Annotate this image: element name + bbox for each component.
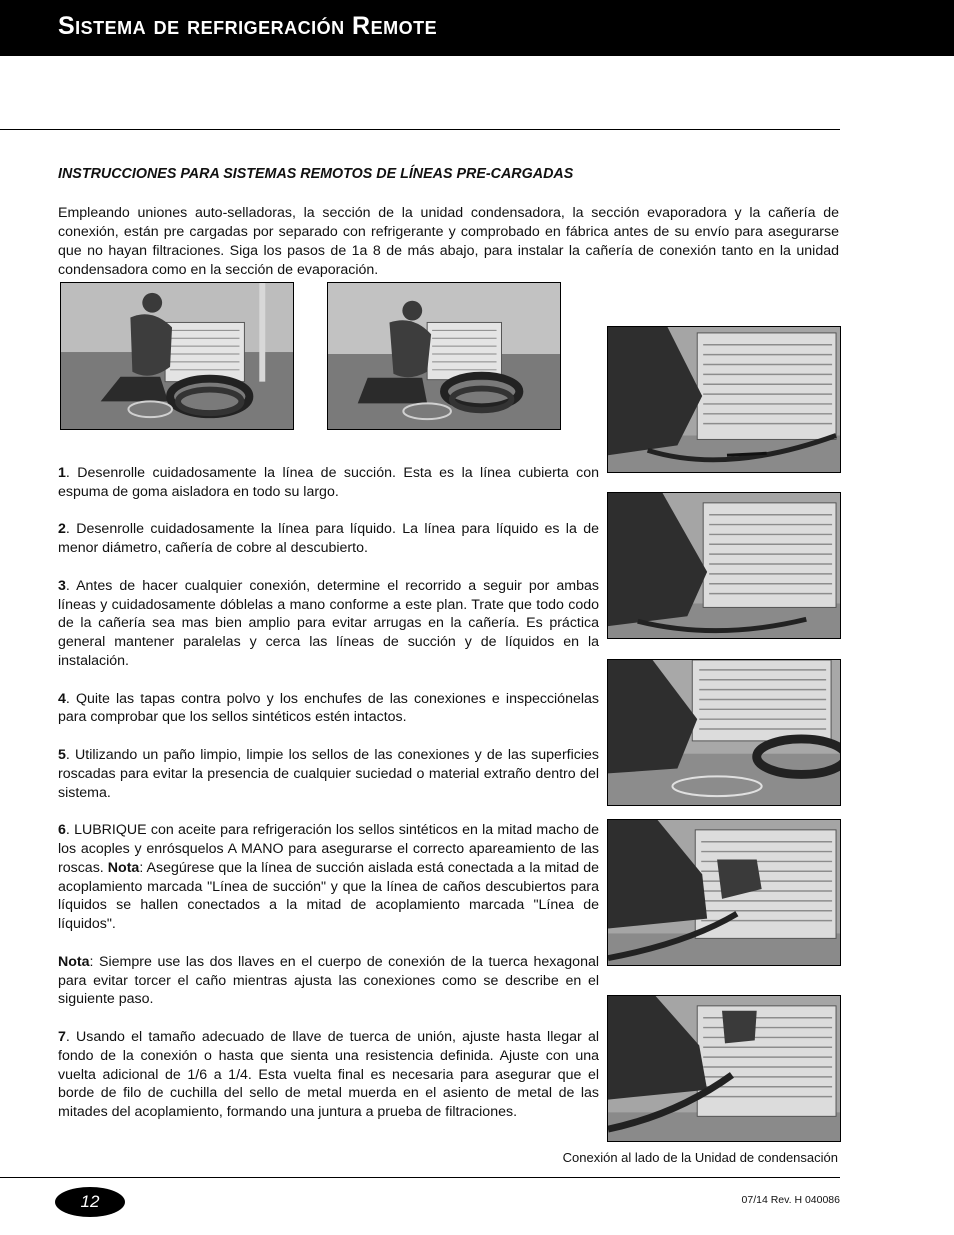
- note-text: : Asegúrese que la línea de succión aislada está conectada a la mitad de acoplamiento marcada "Línea de succión" y que la línea de caños descubiertos para líquidos se hallen conectados a la mitad de acoplamiento marcada "Línea de líquidos".: [58, 859, 599, 933]
- intro-paragraph: Empleando uniones auto-selladoras, la sección de la unidad condensadora, la sección evaporadora y la cañería de conexión, están pre cargadas por separado con refrigerante y comprobado en fábrica antes de su envío para asegurarse que no hayan filtraciones. Siga los pasos de 1a 8 de más abajo, para instalar la cañería de conexión tanto en la unidad condensadora como en la sección de evaporación.: [58, 205, 839, 278]
- photo-connection-step-3: [607, 659, 841, 806]
- step-4: [58, 690, 599, 728]
- step-text: . LUBRIQUE con aceite para refrigeración los sellos sintéticos en la mitad macho de los acoples y enrósquelos A MANO para asegurarse el correcto apareamiento de las roscas.: [58, 822, 599, 876]
- step-text: . Quite las tapas contra polvo y los enchufes de las conexiones e inspecciónelas para comprobar que los sellos sintéticos estén intactos.: [58, 690, 599, 726]
- photo-caption: Conexión al lado de la Unidad de condensación: [562, 1150, 838, 1165]
- photo-unroll-lines-2: [327, 282, 561, 430]
- photo-connection-step-1: [607, 326, 841, 473]
- note-paragraph: [58, 953, 599, 1009]
- photo-unroll-lines-1: [60, 282, 294, 430]
- bottom-divider: [0, 1177, 840, 1178]
- header-bar: [0, 0, 954, 56]
- step-3: [58, 577, 599, 671]
- photo-connection-step-4: [607, 819, 841, 966]
- top-divider: [0, 129, 840, 130]
- step-1: [58, 464, 599, 502]
- photo-connection-step-5: [607, 995, 841, 1142]
- step-text: . Antes de hacer cualquier conexión, determine el recorrido a seguir por ambas líneas y cuidadosamente dóblelas a mano conforme a este plan. Trate que todo codo de la cañería sea mas bien amplio para evitar arrugas en la cañería. Es práctica general mantener paralelas y cerca las líneas de succión y de líquidos en la instalación.: [58, 577, 599, 669]
- step-number: 2: [58, 521, 66, 538]
- step-number: 7: [58, 1028, 66, 1045]
- note-label: Nota: [107, 859, 140, 876]
- step-7: [58, 1028, 599, 1122]
- steps-list: [58, 464, 599, 1141]
- step-number: 3: [58, 577, 66, 594]
- photo-connection-step-2: [607, 492, 841, 639]
- page-number-badge: [55, 1187, 125, 1217]
- step-number: 6: [58, 822, 66, 839]
- step-number: 1: [58, 465, 66, 481]
- step-text: . Utilizando un paño limpio, limpie los sellos de las conexiones y de las superficies roscadas para evitar la presencia de cualquier suciedad o material extraño dentro del sistema.: [58, 746, 599, 801]
- step-5: [58, 746, 599, 802]
- note-text: : Siempre use las dos llaves en el cuerpo de conexión de la tuerca hexagonal para evitar torcer el caño mientras ajusta las conexiones como se describe en el siguiente paso.: [58, 953, 599, 1008]
- step-6: [58, 821, 599, 934]
- page-title: Sistema de refrigeración Remote: [58, 12, 438, 40]
- step-number: 4: [58, 690, 66, 707]
- revision-info: 07/14 Rev. H 040086: [741, 1194, 840, 1206]
- step-number: 5: [58, 746, 66, 763]
- step-text: . Desenrolle cuidadosamente la línea para líquido. La línea para líquido es la de menor diámetro, cañería de cobre al descubierto.: [58, 521, 599, 557]
- page-number: 12: [80, 1192, 100, 1211]
- note-label: Nota: [58, 953, 90, 970]
- section-heading: INSTRUCCIONES PARA SISTEMAS REMOTOS DE LÍNEAS PRE-CARGADAS: [58, 166, 574, 182]
- step-text: . Desenrolle cuidadosamente la línea de succión. Esta es la línea cubierta con espuma de goma aisladora en todo su largo.: [58, 465, 599, 500]
- step-2: [58, 520, 599, 558]
- step-text: . Usando el tamaño adecuado de llave de tuerca de unión, ajuste hasta llegar al fondo de la conexión o hasta que sienta una resistencia definida. Ajuste con una vuelta adicional de 1/6 a 1/4. Esta vuelta final es necesaria para asegurar que el borde de filo de cuchilla del sello de metal muerda en el asiento de metal de las mitades del acoplamiento, formando una juntura a prueba de filtraciones.: [58, 1028, 599, 1121]
